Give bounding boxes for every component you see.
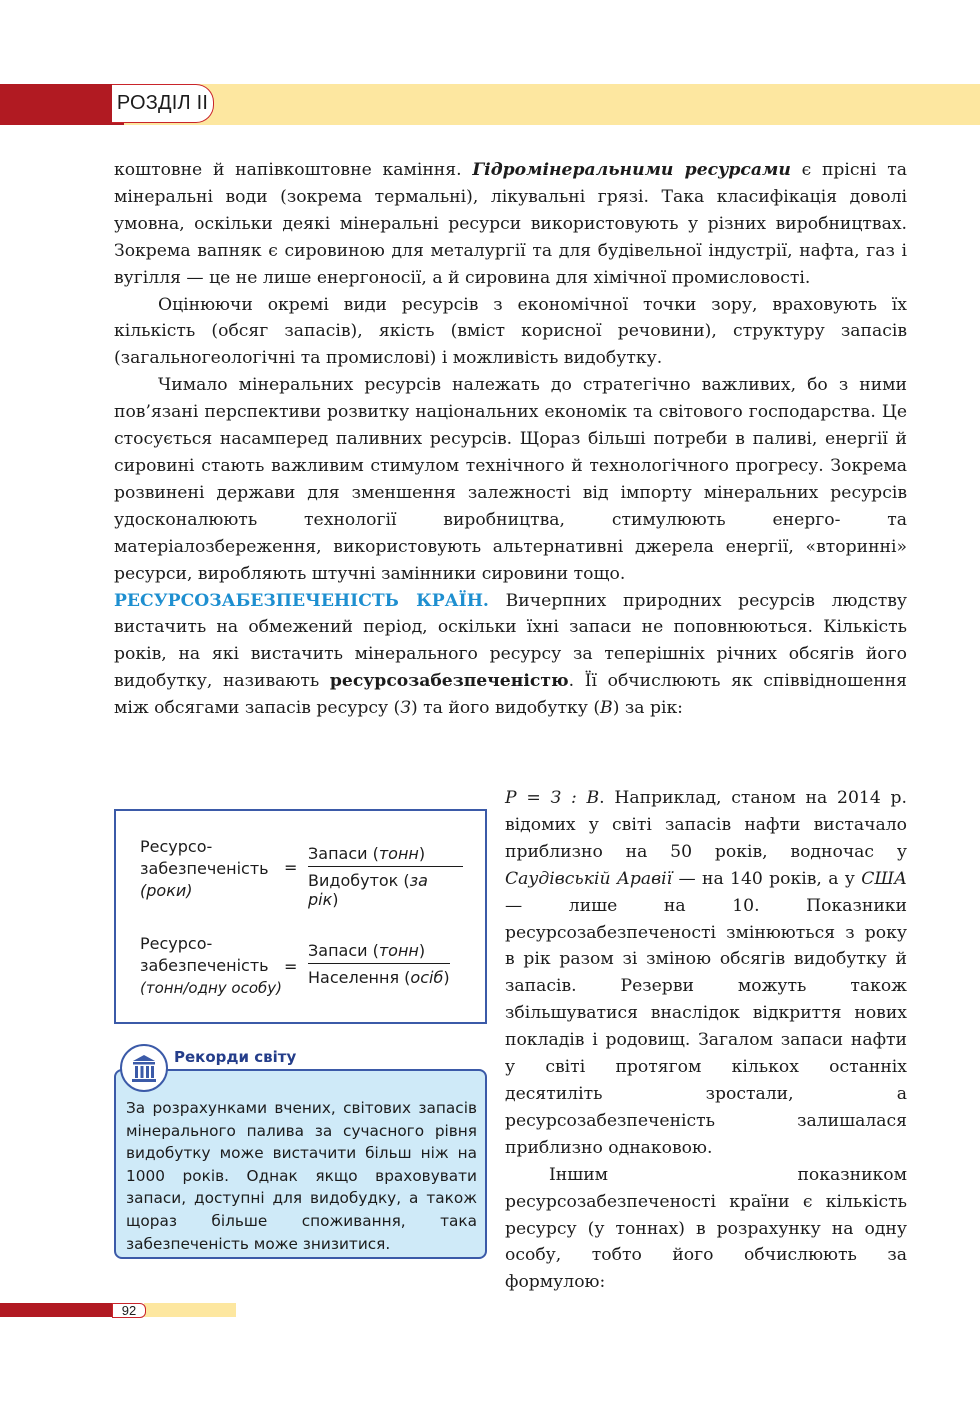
formula-1-num-b: ): [418, 844, 426, 863]
formula-2-label: [140, 933, 282, 999]
country-saudi-arabia: Саудівській Аравії: [505, 868, 673, 889]
formula-1-equals: =: [284, 858, 298, 877]
section-label: РОЗДІЛ II: [112, 84, 214, 123]
main-text-top: [114, 157, 907, 722]
right-text-a: . Наприклад, станом на 2014 р. відомих у світі запасів нафти вистачало приблизно на 50 років, водночас у: [505, 788, 907, 862]
formula-2-den-a: Населення (: [308, 968, 411, 987]
formula-1-fraction: [308, 844, 463, 909]
inline-formula: Р = З : В: [505, 788, 600, 808]
formula-box: [114, 809, 487, 1024]
formula-1-denominator: [308, 867, 463, 909]
records-box: [114, 1069, 487, 1259]
formula-2-fraction: [308, 941, 450, 987]
paragraph-4: [114, 588, 907, 723]
right-text-c: — лише на 10. Показники ресурсозабезпеченості змінюються з року в рік разом зі зміною обсягів видобутку й запасів. Резерви можуть також збільшуватися внаслідок відкриття нових покладів і родовищ. Загалом запаси нафти у світі протягом кількох останніх десятиліть зростали, а ресурсозабезпеченість залишалася приблизно однаковою.: [505, 895, 907, 1158]
country-usa: США: [861, 868, 907, 889]
paragraph-1-lead: коштовне й напівкоштовне каміння.: [114, 160, 473, 180]
formula-2-label-line-1: Ресурсо-: [140, 934, 213, 953]
right-text-b: — на 140 років, а у: [672, 868, 862, 889]
formula-2-denominator: [308, 964, 450, 987]
paragraph-3: Чимало мінеральних ресурсів належать до стратегічно важливих, бо з ними пов’язані перспективи розвитку національних економік та світового господарства. Це стосується насамперед паливних ресурсів. Щораз більші потреби в паливі, енергії й сировині стають важливим стимулом технічного й технологічного прогресу. Зокрема розвинені держави для зменшення залежності від імпорту мінеральних ресурсів удосконалюють технології виробництва, стимулюють енерго- та матеріалозбереження, використовують альтернативні джерела енергії, «вторинні» ресурси, виробляють штучні замінники сировини тощо.: [114, 375, 907, 584]
section-2-text-b: . Її обчислюють як співвідношення між обсягами запасів ресурсу (: [114, 671, 907, 719]
symbol-z: З: [400, 698, 411, 719]
formula-2-num-a: Запаси (: [308, 941, 379, 960]
term-hydromineral: Гідромінеральними ресурсами: [472, 160, 791, 180]
formula-1-den-unit: за рік: [308, 871, 428, 909]
formula-1-numerator: [308, 844, 463, 867]
right-column: [505, 785, 907, 1296]
records-text: За розрахунками вчених, світових запасів мінерального палива за сучасного рівня видобутку може вистачити більш ніж на 1000 років. Однак якщо враховувати запаси, доступні для видобудку, а також щораз більше споживання, така забезпеченість може знизитися.: [126, 1099, 477, 1253]
term-resource-supply: ресурсозабезпеченістю: [329, 671, 569, 692]
footer-band-red: [0, 1303, 118, 1317]
right-paragraph-2: Іншим показником ресурсозабезпеченості країни є кількість ресурсу (у тоннах) в розрахунку на одну особу, тобто його обчислюють за формулою:: [505, 1164, 907, 1293]
formula-1-label: [140, 836, 269, 902]
paragraph-1-rest: є прісні та мінеральні води (зокрема термальні), лікувальні грязі. Така класифікація доволі умовна, оскільки деякі мінеральні ресурси використовують у різних виробництвах. Зокрема вапняк є сировиною для металургії та для будівельної індустрії, нафта, газ і вугілля — це не лише енергоносії, а й сировина для хімічної промисловості.: [114, 160, 907, 288]
paragraph-2: Оцінюючи окремі види ресурсів з економічної точки зору, враховують їх кількість (обсяг запасів), якість (вміст корисної речовини), структуру запасів (загальногеологічні та промислові) і можливість видобутку.: [114, 294, 907, 369]
columns-icon: [120, 1044, 168, 1092]
formula-2-den-unit: осіб: [410, 968, 444, 987]
records-title: Рекорди світу: [174, 1048, 297, 1066]
formula-1-label-line-2: забезпеченість: [140, 859, 269, 878]
formula-2-unit: (тонн/одну особу): [140, 979, 283, 997]
section-heading: РЕСУРСОЗАБЕЗПЕЧЕНІСТЬ КРАЇН.: [114, 590, 489, 611]
formula-2-label-line-2: забезпеченість: [140, 956, 269, 975]
section-2-text-d: ) за рік:: [612, 698, 683, 719]
formula-1-num-a: Запаси (: [308, 844, 379, 863]
section-2-text-a: Вичерпних природних ресурсів людству вистачить на обмежений період, оскільки їхні запаси не поповнюються. Кількість років, на які вистачить мінерального ресурсу за теперішніх річних обсягів його видобутку, називають: [114, 590, 907, 692]
formula-1-unit: (роки): [140, 881, 193, 900]
symbol-b: В: [600, 698, 613, 719]
formula-2-equals: =: [284, 957, 298, 976]
header-band-red: [0, 84, 124, 125]
section-2-text-c: ) та його видобутку (: [410, 698, 601, 719]
formula-2-num-unit: тонн: [378, 941, 419, 960]
paragraph-1: [114, 157, 907, 292]
page-number: 92: [112, 1303, 146, 1318]
footer-band-yellow: [144, 1303, 236, 1317]
formula-1-den-b: ): [332, 890, 339, 909]
right-paragraph-1: [505, 785, 907, 1162]
formula-1-label-line-1: Ресурсо-: [140, 837, 213, 856]
formula-1-den-a: Видобуток (: [308, 871, 410, 890]
formula-2-numerator: [308, 941, 450, 964]
columns-icon-graphic: [122, 1046, 166, 1090]
formula-1-num-unit: тонн: [378, 844, 419, 863]
formula-2-num-b: ): [418, 941, 426, 960]
formula-2-den-b: ): [443, 968, 450, 987]
